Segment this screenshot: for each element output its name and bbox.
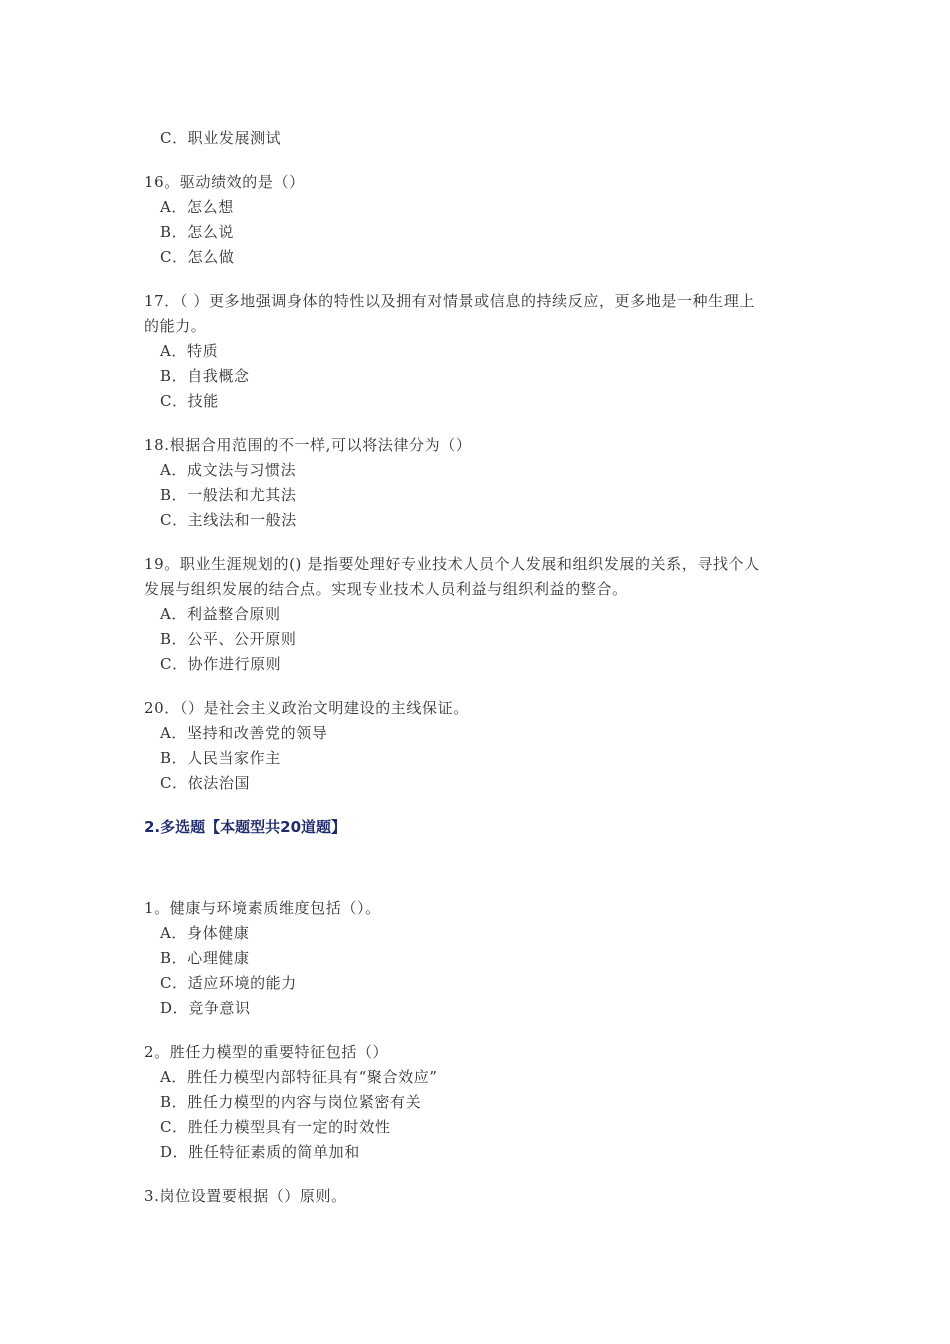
q20-option-c: C．依法治国 [160,774,251,792]
question-19-continued: 发展与组织发展的结合点。实现专业技术人员利益与组织利益的整合。 [144,580,628,598]
q16-option-a: A．怎么想 [160,198,234,216]
mq2-option-d: D．胜任特征素质的简单加和 [160,1143,360,1161]
question-18: 18.根据合用范围的不一样,可以将法律分为（） [144,436,472,454]
mq2-option-b: B．胜任力模型的内容与岗位紧密有关 [160,1093,422,1111]
q19-option-a: A．利益整合原则 [160,605,281,623]
question-20: 20．（）是社会主义政治文明建设的主线保证。 [144,699,469,717]
q18-option-c: C．主线法和一般法 [160,511,297,529]
q16-option-b: B．怎么说 [160,223,235,241]
q16-option-c: C．怎么做 [160,248,235,266]
multi-question-2: 2。胜任力模型的重要特征包括（） [144,1043,389,1061]
question-16: 16。驱动绩效的是（） [144,173,305,191]
question-17-continued: 的能力。 [144,317,207,335]
multi-question-1: 1。健康与环境素质维度包括（）。 [144,899,381,917]
mq2-option-c: C．胜任力模型具有一定的时效性 [160,1118,391,1136]
mq1-option-c: C．适应环境的能力 [160,974,297,992]
q19-option-b: B．公平、公开原则 [160,630,297,648]
q20-option-a: A．坚持和改善党的领导 [160,724,328,742]
mq1-option-d: D．竞争意识 [160,999,251,1017]
q17-option-b: B．自我概念 [160,367,250,385]
mq1-option-a: A．身体健康 [160,924,250,942]
mq2-option-a: A．胜任力模型内部特征具有“聚合效应” [160,1068,438,1086]
q17-option-a: A．特质 [160,342,219,360]
q17-option-c: C．技能 [160,392,219,410]
q19-option-c: C．协作进行原则 [160,655,282,673]
q15-option-c: C．职业发展测试 [160,129,282,147]
q18-option-b: B．一般法和尤其法 [160,486,297,504]
question-19: 19。职业生涯规划的() 是指要处理好专业技术人员个人发展和组织发展的关系，寻找个人 [144,555,760,573]
mq1-option-b: B．心理健康 [160,949,250,967]
question-17: 17．（ ）更多地强调身体的特性以及拥有对情景或信息的持续反应，更多地是一种生理上 [144,292,755,310]
multi-question-3: 3.岗位设置要根据（）原则。 [144,1187,347,1205]
section-heading-multi-choice: 2.多选题【本题型共20道题】 [144,818,347,836]
q18-option-a: A．成文法与习惯法 [160,461,297,479]
q20-option-b: B．人民当家作主 [160,749,281,767]
